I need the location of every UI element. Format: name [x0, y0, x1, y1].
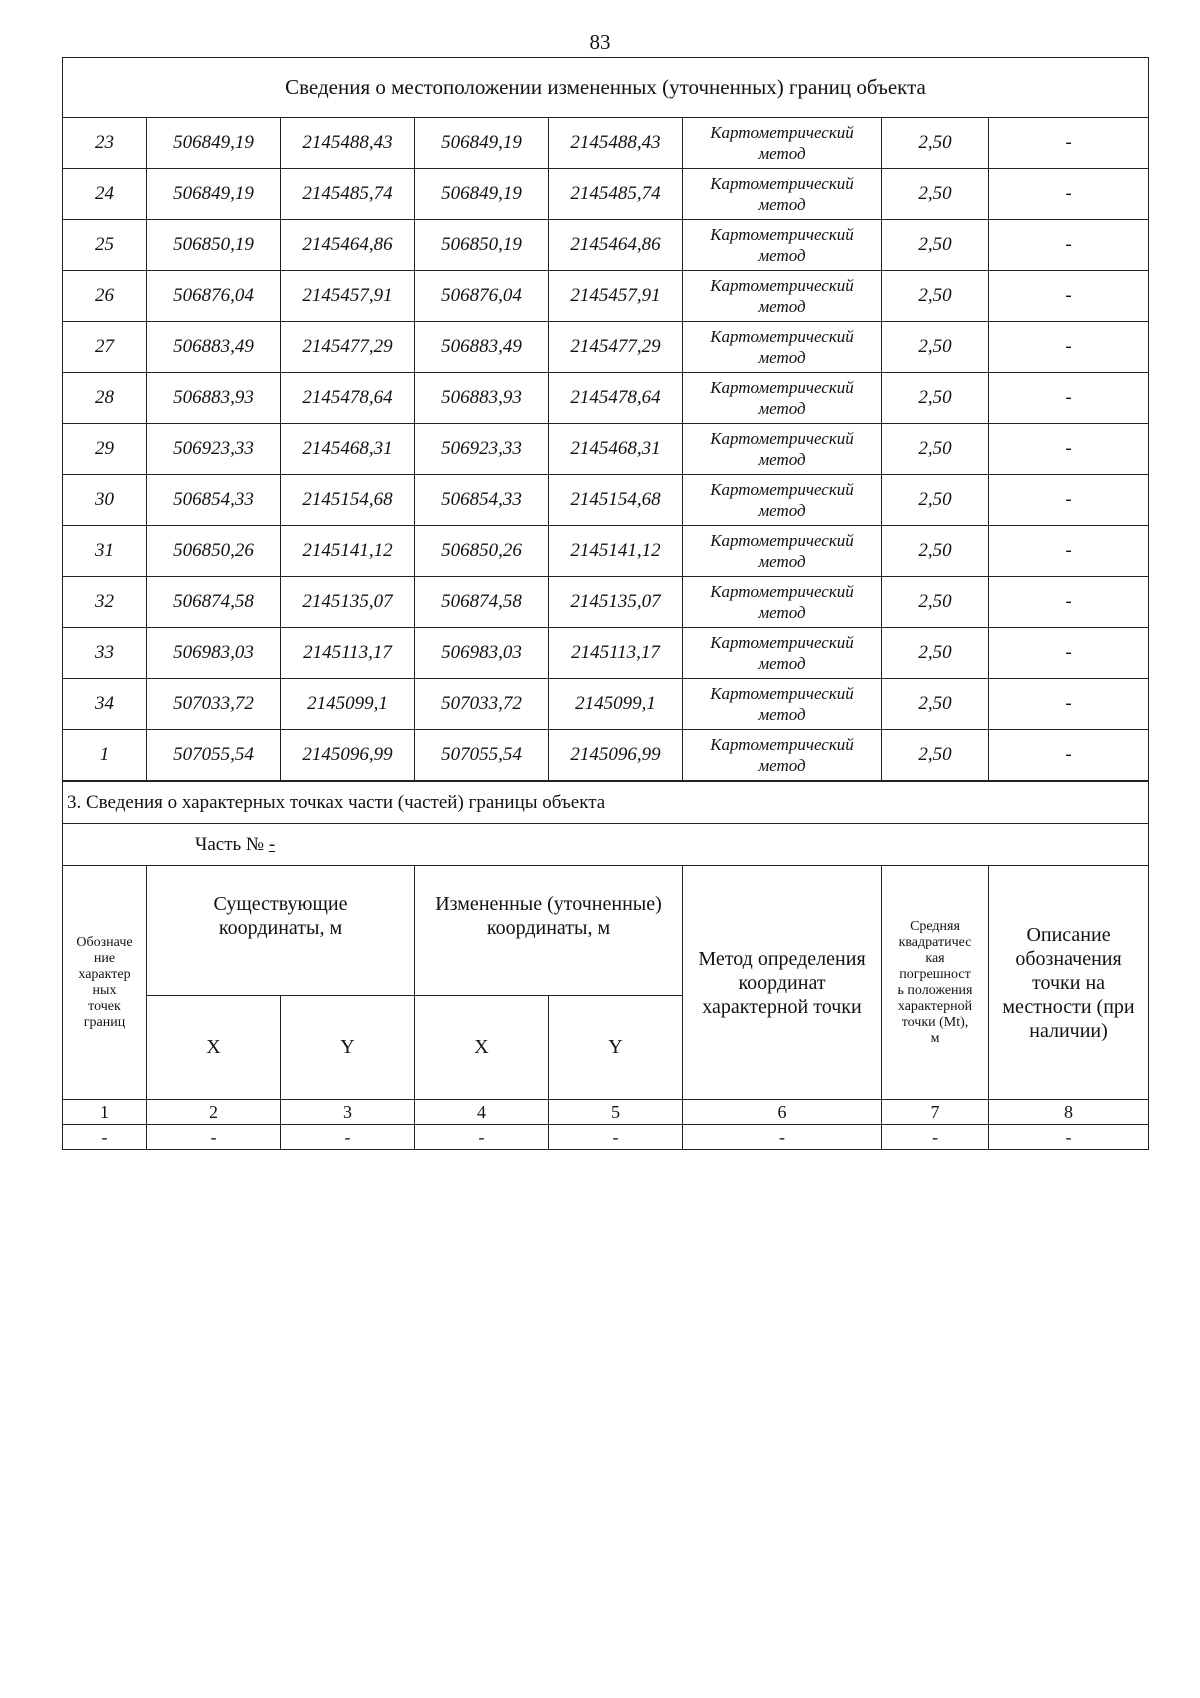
page-number: 83 — [589, 30, 611, 54]
cell-existing-x: 506849,19 — [147, 169, 281, 220]
table-row — [63, 628, 1149, 679]
cell-changed-x: 506923,33 — [415, 424, 549, 475]
cell-existing-x: 506983,03 — [147, 628, 281, 679]
cell-method: Картометрический метод — [683, 271, 882, 322]
empty-cell: - — [989, 1125, 1149, 1150]
header-changed-x: X — [415, 996, 549, 1100]
cell-changed-x: 506876,04 — [415, 271, 549, 322]
cell-description: - — [989, 679, 1149, 730]
cell-existing-x: 506849,19 — [147, 118, 281, 169]
part-number-cell — [63, 824, 1149, 866]
cell-mt-value: 2,50 — [882, 475, 989, 526]
cell-point-number: 29 — [63, 424, 147, 475]
cell-method: Картометрический метод — [683, 220, 882, 271]
cell-changed-y: 2145464,86 — [549, 220, 683, 271]
cell-description: - — [989, 169, 1149, 220]
table-row — [63, 475, 1149, 526]
cell-existing-y: 2145488,43 — [281, 118, 415, 169]
header-existing-y: Y — [281, 996, 415, 1100]
cell-method: Картометрический метод — [683, 577, 882, 628]
empty-data-row — [63, 1125, 1149, 1150]
cell-changed-y: 2145485,74 — [549, 169, 683, 220]
cell-existing-y: 2145135,07 — [281, 577, 415, 628]
cell-description: - — [989, 526, 1149, 577]
empty-cell: - — [281, 1125, 415, 1150]
cell-changed-x: 506874,58 — [415, 577, 549, 628]
cell-point-number: 27 — [63, 322, 147, 373]
table-row — [63, 424, 1149, 475]
cell-mt-value: 2,50 — [882, 322, 989, 373]
cell-changed-x: 506850,26 — [415, 526, 549, 577]
cell-existing-x: 507055,54 — [147, 730, 281, 781]
cell-changed-y: 2145477,29 — [549, 322, 683, 373]
cell-point-number: 26 — [63, 271, 147, 322]
table-row — [63, 577, 1149, 628]
cell-existing-y: 2145154,68 — [281, 475, 415, 526]
cell-point-number: 30 — [63, 475, 147, 526]
cell-changed-x: 506849,19 — [415, 169, 549, 220]
coords-table-title: Сведения о местоположении измененных (уточненных) границ объекта — [63, 58, 1149, 118]
cell-mt-value: 2,50 — [882, 220, 989, 271]
part-value: - — [268, 833, 276, 855]
cell-changed-x: 506854,33 — [415, 475, 549, 526]
empty-cell: - — [549, 1125, 683, 1150]
cell-description: - — [989, 271, 1149, 322]
cell-method: Картометрический метод — [683, 628, 882, 679]
cell-method: Картометрический метод — [683, 373, 882, 424]
cell-mt-value: 2,50 — [882, 679, 989, 730]
cell-point-number: 33 — [63, 628, 147, 679]
cell-changed-y: 2145099,1 — [549, 679, 683, 730]
cell-point-number: 23 — [63, 118, 147, 169]
column-number: 6 — [683, 1100, 882, 1125]
column-number: 3 — [281, 1100, 415, 1125]
cell-existing-y: 2145468,31 — [281, 424, 415, 475]
cell-point-number: 31 — [63, 526, 147, 577]
cell-changed-x: 506850,19 — [415, 220, 549, 271]
cell-mt-value: 2,50 — [882, 628, 989, 679]
cell-existing-x: 506876,04 — [147, 271, 281, 322]
cell-changed-y: 2145135,07 — [549, 577, 683, 628]
cell-description: - — [989, 322, 1149, 373]
cell-mt-value: 2,50 — [882, 730, 989, 781]
cell-existing-x: 506883,49 — [147, 322, 281, 373]
cell-method: Картометрический метод — [683, 526, 882, 577]
cell-mt-value: 2,50 — [882, 373, 989, 424]
column-number: 8 — [989, 1100, 1149, 1125]
cell-existing-x: 506923,33 — [147, 424, 281, 475]
cell-method: Картометрический метод — [683, 424, 882, 475]
cell-changed-x: 506983,03 — [415, 628, 549, 679]
cell-existing-x: 506850,19 — [147, 220, 281, 271]
empty-cell: - — [683, 1125, 882, 1150]
cell-description: - — [989, 577, 1149, 628]
header-method: Метод определения координат характерной точки — [683, 866, 882, 1100]
cell-description: - — [989, 730, 1149, 781]
section-title: 3. Сведения о характерных точках части (частей) границы объекта — [63, 782, 1149, 824]
cell-point-number: 34 — [63, 679, 147, 730]
header-changed-y: Y — [549, 996, 683, 1100]
cell-mt-value: 2,50 — [882, 526, 989, 577]
cell-mt-value: 2,50 — [882, 118, 989, 169]
cell-method: Картометрический метод — [683, 322, 882, 373]
empty-cell: - — [415, 1125, 549, 1150]
table-row — [63, 118, 1149, 169]
table-row — [63, 271, 1149, 322]
table-row — [63, 322, 1149, 373]
cell-point-number: 1 — [63, 730, 147, 781]
cell-method: Картометрический метод — [683, 679, 882, 730]
cell-mt-value: 2,50 — [882, 577, 989, 628]
cell-changed-y: 2145154,68 — [549, 475, 683, 526]
cell-point-number: 28 — [63, 373, 147, 424]
cell-existing-y: 2145478,64 — [281, 373, 415, 424]
header-mt: Средняя квадратичес кая погрешност ь положения характерной точки (Mt), м — [882, 866, 989, 1100]
part-label: Часть № — [195, 833, 269, 855]
cell-changed-x: 507033,72 — [415, 679, 549, 730]
cell-existing-y: 2145141,12 — [281, 526, 415, 577]
cell-method: Картометрический метод — [683, 730, 882, 781]
column-number: 4 — [415, 1100, 549, 1125]
cell-point-number: 24 — [63, 169, 147, 220]
cell-description: - — [989, 475, 1149, 526]
header-existing-x: X — [147, 996, 281, 1100]
cell-changed-y: 2145488,43 — [549, 118, 683, 169]
cell-description: - — [989, 373, 1149, 424]
cell-changed-y: 2145478,64 — [549, 373, 683, 424]
cell-existing-x: 506854,33 — [147, 475, 281, 526]
table-row — [63, 730, 1149, 781]
cell-changed-x: 506849,19 — [415, 118, 549, 169]
cell-existing-y: 2145457,91 — [281, 271, 415, 322]
empty-cell: - — [882, 1125, 989, 1150]
cell-existing-y: 2145477,29 — [281, 322, 415, 373]
cell-method: Картометрический метод — [683, 475, 882, 526]
cell-description: - — [989, 118, 1149, 169]
cell-existing-y: 2145113,17 — [281, 628, 415, 679]
cell-changed-x: 506883,93 — [415, 373, 549, 424]
empty-cell: - — [63, 1125, 147, 1150]
cell-existing-x: 506850,26 — [147, 526, 281, 577]
header-description: Описание обозначения точки на местности (при наличии) — [989, 866, 1149, 1100]
column-number: 1 — [63, 1100, 147, 1125]
cell-existing-x: 506874,58 — [147, 577, 281, 628]
cell-changed-y: 2145113,17 — [549, 628, 683, 679]
cell-description: - — [989, 220, 1149, 271]
column-number: 7 — [882, 1100, 989, 1125]
cell-existing-y: 2145485,74 — [281, 169, 415, 220]
cell-changed-y: 2145468,31 — [549, 424, 683, 475]
header-point: Обозначе ние характер ных точек границ — [63, 866, 147, 1100]
table-row — [63, 220, 1149, 271]
cell-point-number: 25 — [63, 220, 147, 271]
cell-changed-y: 2145096,99 — [549, 730, 683, 781]
part-table — [62, 781, 1149, 1150]
column-number: 5 — [549, 1100, 683, 1125]
cell-changed-y: 2145457,91 — [549, 271, 683, 322]
cell-method: Картометрический метод — [683, 118, 882, 169]
cell-existing-y: 2145464,86 — [281, 220, 415, 271]
cell-mt-value: 2,50 — [882, 271, 989, 322]
table-row — [63, 169, 1149, 220]
cell-changed-y: 2145141,12 — [549, 526, 683, 577]
cell-existing-y: 2145096,99 — [281, 730, 415, 781]
cell-method: Картометрический метод — [683, 169, 882, 220]
cell-description: - — [989, 424, 1149, 475]
cell-description: - — [989, 628, 1149, 679]
table-row — [63, 679, 1149, 730]
table-row — [63, 373, 1149, 424]
cell-changed-x: 506883,49 — [415, 322, 549, 373]
column-numbers-row — [63, 1100, 1149, 1125]
cell-existing-y: 2145099,1 — [281, 679, 415, 730]
header-existing-coords: Существующие координаты, м — [147, 866, 415, 996]
cell-existing-x: 506883,93 — [147, 373, 281, 424]
table-row — [63, 526, 1149, 577]
header-changed-coords: Измененные (уточненные) координаты, м — [415, 866, 683, 996]
cell-existing-x: 507033,72 — [147, 679, 281, 730]
coords-table — [62, 57, 1149, 781]
cell-changed-x: 507055,54 — [415, 730, 549, 781]
empty-cell: - — [147, 1125, 281, 1150]
column-number: 2 — [147, 1100, 281, 1125]
cell-mt-value: 2,50 — [882, 169, 989, 220]
cell-point-number: 32 — [63, 577, 147, 628]
cell-mt-value: 2,50 — [882, 424, 989, 475]
